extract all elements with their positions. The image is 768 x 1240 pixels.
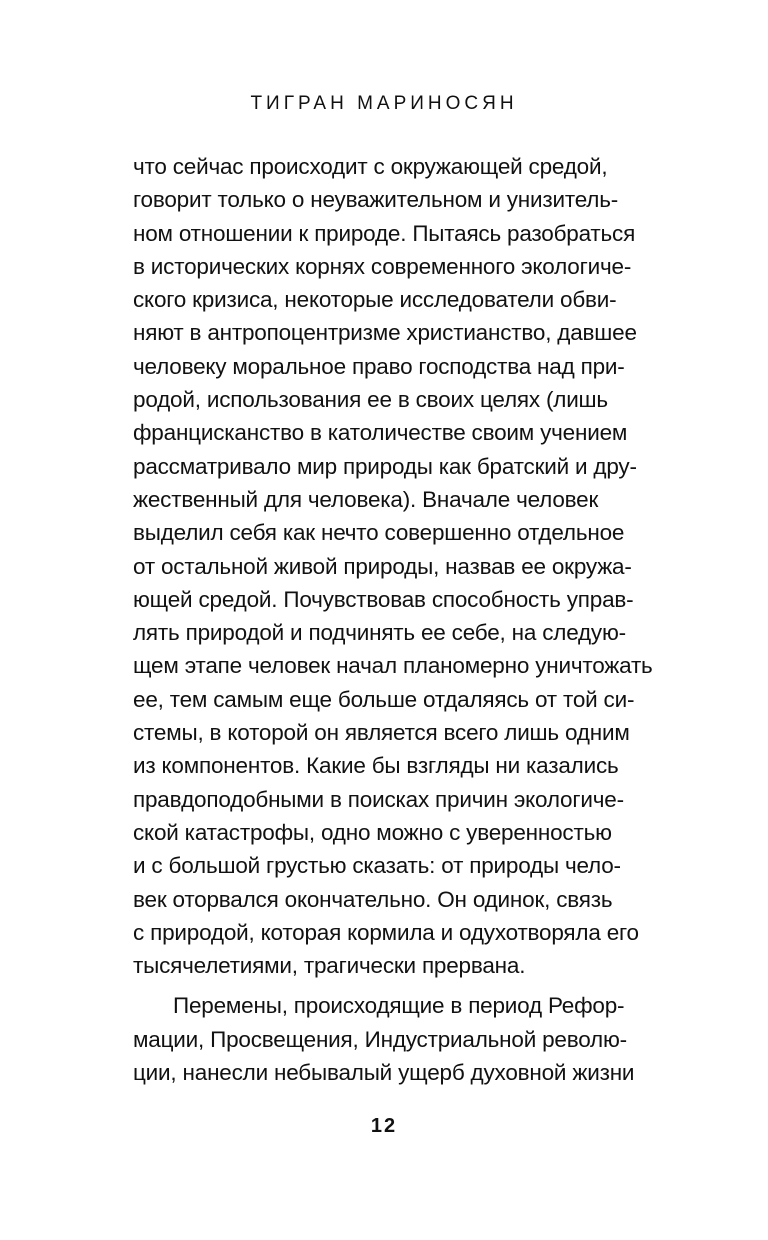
text-line: век оторвался окончательно. Он одинок, связь <box>133 886 613 912</box>
paragraph-1 <box>133 150 673 982</box>
text-line: ского кризиса, некоторые исследователи обви- <box>133 287 617 313</box>
text-line: ном отношении к природе. Пытаясь разобраться <box>133 220 636 246</box>
text-line: мации, Просвещения, Индустриальной револю- <box>133 1026 627 1052</box>
text-line: рассматривало мир природы как братский и дру- <box>133 453 637 479</box>
text-line: стемы, в которой он является всего лишь одним <box>133 720 630 746</box>
text-line: жественный для человека). Вначале человек <box>133 486 599 512</box>
text-line: францисканство в католичестве своим учением <box>133 420 628 446</box>
running-header-author: ТИГРАН МАРИНОСЯН <box>250 93 518 114</box>
text-line: из компонентов. Какие бы взгляды ни казались <box>133 753 619 779</box>
page-number: 12 <box>370 1115 398 1137</box>
text-line: лять природой и подчинять ее себе, на следую- <box>133 620 626 646</box>
text-line: ции, нанесли небывалый ущерб духовной жизни <box>133 1060 635 1086</box>
text-line: Перемены, происходящие в период Рефор- <box>173 993 625 1019</box>
text-line: с природой, которая кормила и одухотворяла его <box>133 919 639 945</box>
text-line: родой, использования ее в своих целях (лишь <box>133 387 608 413</box>
text-line: в исторических корнях современного экологиче- <box>133 253 632 279</box>
text-line: ющей средой. Почувствовав способность управ- <box>133 586 634 612</box>
text-line: правдоподобными в поисках причин экологиче- <box>133 786 624 812</box>
paragraph-2 <box>133 989 673 1089</box>
text-line: говорит только о неуважительном и унизитель- <box>133 187 619 213</box>
text-line: выделил себя как нечто совершенно отдельное <box>133 520 625 546</box>
text-line: и с большой грустью сказать: от природы чело- <box>133 853 621 879</box>
text-line: тысячелетиями, трагически прервана. <box>133 953 526 979</box>
text-line: щем этапе человек начал планомерно уничтожать <box>133 653 653 679</box>
text-line: от остальной живой природы, назвав ее окружа- <box>133 553 632 579</box>
text-line: ее, тем самым еще больше отдаляясь от той си- <box>133 686 635 712</box>
text-line: няют в антропоцентризме христианство, давшее <box>133 320 637 346</box>
text-line: что сейчас происходит с окружающей средой, <box>133 154 608 179</box>
text-line: ской катастрофы, одно можно с уверенностью <box>133 819 612 845</box>
body-text <box>133 150 673 1089</box>
text-line: человеку моральное право господства над при- <box>133 353 625 379</box>
